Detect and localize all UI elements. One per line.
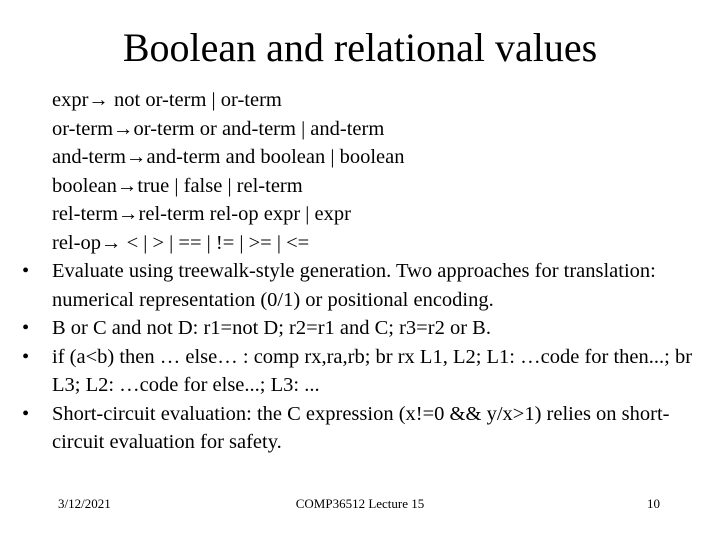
bullet-item-evaluation [22, 257, 712, 314]
grammar-rule-rel-term: rel-term→rel-term rel-op expr | expr [52, 203, 351, 225]
grammar-rule-or-term: or-term→or-term or and-term | and-term [52, 117, 385, 140]
bullet-icon: • [22, 402, 30, 425]
bullet-text: Short-circuit evaluation: the C expression (x!=0 && y/x>1) relies on short-circuit evaluation for safety. [52, 402, 670, 453]
bullet-icon: • [22, 345, 30, 368]
bullet-item-short-circuit [22, 400, 712, 457]
footer-date: 3/12/2021 [58, 496, 111, 511]
bullet-icon: • [22, 260, 30, 282]
bullet-text: Evaluate using treewalk-style generation. Two approaches for translation: numerical representation (0/1) or positional encoding. [52, 260, 656, 311]
grammar-rule-boolean: boolean→true | false | rel-term [52, 174, 303, 197]
bullet-text: B or C and not D: r1=not D; r2=r1 and C; r3=r2 or B. [52, 317, 491, 339]
grammar-rule-expr: expr→ not or-term | or-term [52, 89, 282, 111]
bullet-icon: • [22, 317, 30, 339]
footer-course-title: COMP36512 Lecture 15 [295, 496, 425, 511]
bullet-item-if-then-else [22, 343, 712, 400]
grammar-rule-rel-op: rel-op→ < | > | == | != | >= | <= [52, 231, 310, 254]
bullet-text: if (a<b) then … else… : comp rx,ra,rb; br rx L1, L2; L1: …code for then...; br L3; L2: …code for else...; L3: ... [52, 345, 693, 396]
slide-title: Boolean and relational values [122, 25, 598, 70]
grammar-rule-and-term: and-term→and-term and boolean | boolean [52, 146, 405, 168]
footer-page-number: 10 [647, 496, 660, 511]
slide-body [22, 86, 712, 457]
bullet-item-example [22, 314, 712, 343]
